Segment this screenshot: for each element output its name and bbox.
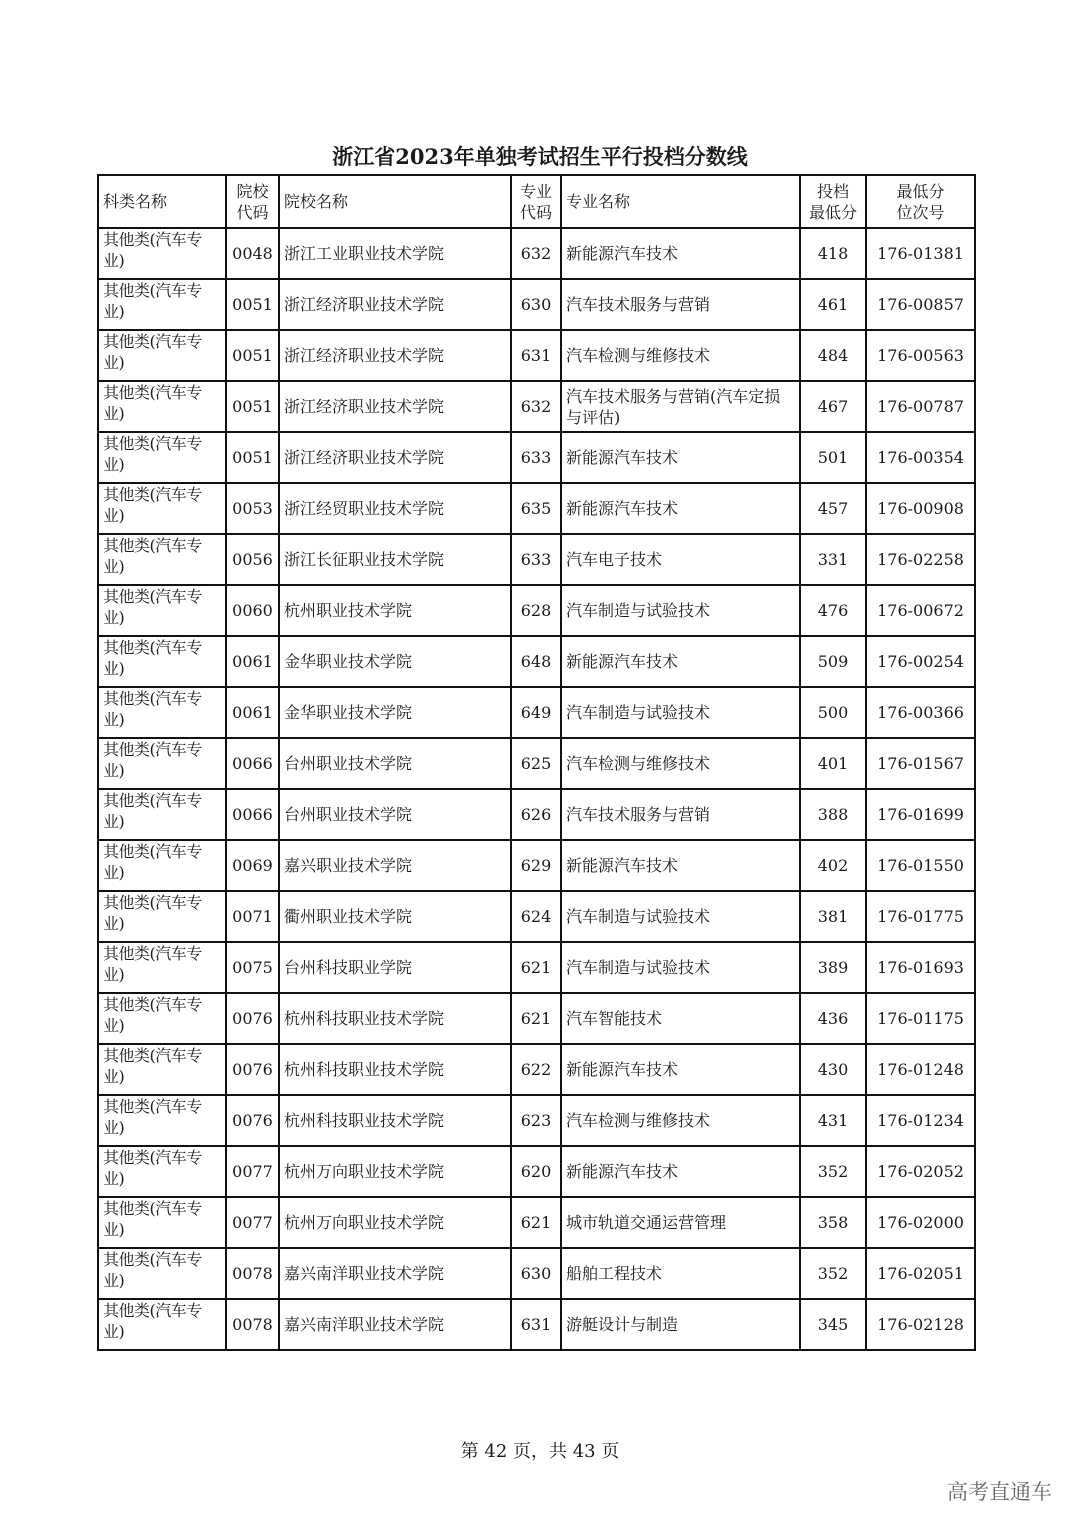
cell-major-name: 汽车制造与试验技术 (561, 942, 800, 993)
cell-min-score: 418 (800, 228, 866, 279)
cell-major-code: 630 (511, 279, 561, 330)
cell-school-name: 嘉兴南洋职业技术学院 (279, 1299, 511, 1350)
cell-min-score: 388 (800, 789, 866, 840)
cell-major-code: 621 (511, 1197, 561, 1248)
cell-school-code: 0051 (226, 279, 279, 330)
cell-school-code: 0061 (226, 687, 279, 738)
header-line: 院校 (236, 181, 269, 201)
cell-major-code: 623 (511, 1095, 561, 1146)
cell-rank: 176-01550 (866, 840, 975, 891)
cell-rank: 176-02000 (866, 1197, 975, 1248)
table-row (98, 1299, 975, 1350)
cell-min-score: 358 (800, 1197, 866, 1248)
table-row (98, 1146, 975, 1197)
cell-category: 其他类(汽车专业) (98, 381, 226, 432)
cell-major-code: 626 (511, 789, 561, 840)
cell-school-name: 杭州万向职业技术学院 (279, 1146, 511, 1197)
cell-school-name: 浙江工业职业技术学院 (279, 228, 511, 279)
cell-school-code: 0071 (226, 891, 279, 942)
cell-school-name: 杭州职业技术学院 (279, 585, 511, 636)
header-line: 专业名称 (566, 192, 631, 211)
cell-major-name: 城市轨道交通运营管理 (561, 1197, 800, 1248)
table-row (98, 534, 975, 585)
cell-major-name: 新能源汽车技术 (561, 636, 800, 687)
cell-rank: 176-01381 (866, 228, 975, 279)
cell-category: 其他类(汽车专业) (98, 942, 226, 993)
cell-major-name: 新能源汽车技术 (561, 1044, 800, 1095)
cell-major-name: 汽车检测与维修技术 (561, 738, 800, 789)
cell-rank: 176-01175 (866, 993, 975, 1044)
cell-category: 其他类(汽车专业) (98, 789, 226, 840)
cell-category: 其他类(汽车专业) (98, 993, 226, 1044)
cell-category: 其他类(汽车专业) (98, 534, 226, 585)
cell-school-name: 嘉兴职业技术学院 (279, 840, 511, 891)
cell-school-code: 0077 (226, 1146, 279, 1197)
cell-rank: 176-01699 (866, 789, 975, 840)
table-row (98, 330, 975, 381)
cell-min-score: 467 (800, 381, 866, 432)
cell-school-code: 0051 (226, 381, 279, 432)
cell-rank: 176-00254 (866, 636, 975, 687)
cell-major-name: 船舶工程技术 (561, 1248, 800, 1299)
cell-major-name: 新能源汽车技术 (561, 432, 800, 483)
cell-major-code: 624 (511, 891, 561, 942)
cell-major-name: 汽车智能技术 (561, 993, 800, 1044)
header-line: 科类名称 (103, 192, 168, 211)
cell-major-name: 汽车制造与试验技术 (561, 585, 800, 636)
cell-category: 其他类(汽车专业) (98, 1299, 226, 1350)
cell-min-score: 461 (800, 279, 866, 330)
table-body (98, 228, 975, 1350)
cell-school-code: 0060 (226, 585, 279, 636)
header-school-code (226, 175, 279, 228)
cell-major-name: 新能源汽车技术 (561, 228, 800, 279)
cell-school-code: 0078 (226, 1299, 279, 1350)
cell-rank: 176-00787 (866, 381, 975, 432)
cell-rank: 176-02051 (866, 1248, 975, 1299)
header-line: 位次号 (896, 202, 945, 222)
cell-rank: 176-01248 (866, 1044, 975, 1095)
cell-rank: 176-00672 (866, 585, 975, 636)
cell-min-score: 352 (800, 1146, 866, 1197)
header-school-name (279, 175, 511, 228)
cell-min-score: 389 (800, 942, 866, 993)
table-row (98, 381, 975, 432)
cell-category: 其他类(汽车专业) (98, 585, 226, 636)
table-row (98, 891, 975, 942)
table-row (98, 228, 975, 279)
cell-school-code: 0053 (226, 483, 279, 534)
cell-rank: 176-00366 (866, 687, 975, 738)
header-line: 专业 (519, 181, 552, 201)
cell-major-name: 汽车电子技术 (561, 534, 800, 585)
cell-school-name: 浙江经济职业技术学院 (279, 330, 511, 381)
cell-major-code: 648 (511, 636, 561, 687)
cell-major-code: 632 (511, 381, 561, 432)
cell-major-name: 汽车技术服务与营销(汽车定损与评估) (561, 381, 800, 432)
cell-school-code: 0076 (226, 993, 279, 1044)
cell-min-score: 484 (800, 330, 866, 381)
cell-category: 其他类(汽车专业) (98, 1095, 226, 1146)
cell-school-name: 杭州万向职业技术学院 (279, 1197, 511, 1248)
cell-rank: 176-00354 (866, 432, 975, 483)
cell-category: 其他类(汽车专业) (98, 840, 226, 891)
cell-major-code: 633 (511, 432, 561, 483)
cell-major-code: 633 (511, 534, 561, 585)
cell-school-name: 杭州科技职业技术学院 (279, 1095, 511, 1146)
cell-school-code: 0078 (226, 1248, 279, 1299)
cell-school-code: 0066 (226, 789, 279, 840)
cell-major-code: 622 (511, 1044, 561, 1095)
cell-major-code: 625 (511, 738, 561, 789)
cell-major-code: 631 (511, 1299, 561, 1350)
header-line: 代码 (519, 202, 552, 222)
table-row (98, 1197, 975, 1248)
cell-school-name: 台州职业技术学院 (279, 789, 511, 840)
cell-school-code: 0076 (226, 1044, 279, 1095)
table-row (98, 585, 975, 636)
cell-min-score: 402 (800, 840, 866, 891)
cell-min-score: 430 (800, 1044, 866, 1095)
cell-major-name: 汽车技术服务与营销 (561, 789, 800, 840)
table-row (98, 636, 975, 687)
cell-min-score: 352 (800, 1248, 866, 1299)
cell-category: 其他类(汽车专业) (98, 432, 226, 483)
cell-rank: 176-01234 (866, 1095, 975, 1146)
table-row (98, 687, 975, 738)
cell-major-code: 621 (511, 942, 561, 993)
table-header-row (98, 175, 975, 228)
table-row (98, 1095, 975, 1146)
cell-school-name: 杭州科技职业技术学院 (279, 993, 511, 1044)
cell-category: 其他类(汽车专业) (98, 891, 226, 942)
cell-school-code: 0051 (226, 330, 279, 381)
cell-rank: 176-00857 (866, 279, 975, 330)
table-row (98, 432, 975, 483)
cell-min-score: 381 (800, 891, 866, 942)
page-number: 第 42 页，共 43 页 (460, 1441, 620, 1462)
cell-major-code: 621 (511, 993, 561, 1044)
cell-category: 其他类(汽车专业) (98, 1197, 226, 1248)
cell-school-name: 台州职业技术学院 (279, 738, 511, 789)
cell-major-name: 汽车制造与试验技术 (561, 891, 800, 942)
cell-min-score: 501 (800, 432, 866, 483)
header-major-name (561, 175, 800, 228)
cell-school-name: 嘉兴南洋职业技术学院 (279, 1248, 511, 1299)
cell-major-name: 新能源汽车技术 (561, 1146, 800, 1197)
cell-category: 其他类(汽车专业) (98, 228, 226, 279)
cell-major-name: 汽车制造与试验技术 (561, 687, 800, 738)
cell-school-name: 台州科技职业学院 (279, 942, 511, 993)
cell-rank: 176-00563 (866, 330, 975, 381)
cell-major-name: 汽车技术服务与营销 (561, 279, 800, 330)
cell-min-score: 401 (800, 738, 866, 789)
cell-school-name: 浙江经贸职业技术学院 (279, 483, 511, 534)
cell-rank: 176-01693 (866, 942, 975, 993)
cell-min-score: 476 (800, 585, 866, 636)
cell-major-name: 新能源汽车技术 (561, 483, 800, 534)
cell-rank: 176-02052 (866, 1146, 975, 1197)
cell-category: 其他类(汽车专业) (98, 636, 226, 687)
table-row (98, 789, 975, 840)
cell-major-code: 629 (511, 840, 561, 891)
score-table (97, 174, 976, 1351)
cell-major-code: 620 (511, 1146, 561, 1197)
cell-school-name: 浙江经济职业技术学院 (279, 432, 511, 483)
cell-min-score: 509 (800, 636, 866, 687)
header-line: 最低分 (896, 181, 945, 201)
document-title: 浙江省2023年单独考试招生平行投档分数线 (332, 144, 748, 169)
table-row (98, 1044, 975, 1095)
cell-category: 其他类(汽车专业) (98, 1248, 226, 1299)
cell-school-name: 浙江经济职业技术学院 (279, 381, 511, 432)
cell-school-name: 金华职业技术学院 (279, 636, 511, 687)
header-line: 院校名称 (284, 192, 349, 211)
cell-major-code: 632 (511, 228, 561, 279)
cell-category: 其他类(汽车专业) (98, 330, 226, 381)
cell-school-code: 0061 (226, 636, 279, 687)
table-row (98, 993, 975, 1044)
cell-min-score: 500 (800, 687, 866, 738)
cell-rank: 176-01775 (866, 891, 975, 942)
cell-major-code: 630 (511, 1248, 561, 1299)
cell-major-code: 635 (511, 483, 561, 534)
header-category (98, 175, 226, 228)
cell-rank: 176-02258 (866, 534, 975, 585)
table-row (98, 483, 975, 534)
cell-school-code: 0056 (226, 534, 279, 585)
cell-school-code: 0051 (226, 432, 279, 483)
cell-min-score: 345 (800, 1299, 866, 1350)
table-row (98, 942, 975, 993)
cell-school-name: 浙江长征职业技术学院 (279, 534, 511, 585)
cell-category: 其他类(汽车专业) (98, 483, 226, 534)
cell-school-name: 浙江经济职业技术学院 (279, 279, 511, 330)
cell-school-code: 0066 (226, 738, 279, 789)
cell-major-code: 631 (511, 330, 561, 381)
cell-category: 其他类(汽车专业) (98, 1044, 226, 1095)
cell-school-code: 0076 (226, 1095, 279, 1146)
cell-major-name: 汽车检测与维修技术 (561, 1095, 800, 1146)
table-row (98, 279, 975, 330)
header-rank (866, 175, 975, 228)
cell-category: 其他类(汽车专业) (98, 1146, 226, 1197)
header-min-score (800, 175, 866, 228)
cell-school-code: 0077 (226, 1197, 279, 1248)
cell-major-name: 汽车检测与维修技术 (561, 330, 800, 381)
cell-min-score: 436 (800, 993, 866, 1044)
cell-school-name: 金华职业技术学院 (279, 687, 511, 738)
header-major-code (511, 175, 561, 228)
cell-major-name: 游艇设计与制造 (561, 1299, 800, 1350)
header-line: 投档 (816, 181, 849, 201)
cell-category: 其他类(汽车专业) (98, 279, 226, 330)
header-line: 代码 (236, 202, 269, 222)
header-line: 最低分 (808, 202, 857, 222)
cell-school-code: 0069 (226, 840, 279, 891)
cell-rank: 176-02128 (866, 1299, 975, 1350)
cell-rank: 176-00908 (866, 483, 975, 534)
cell-school-code: 0048 (226, 228, 279, 279)
cell-rank: 176-01567 (866, 738, 975, 789)
cell-min-score: 331 (800, 534, 866, 585)
cell-category: 其他类(汽车专业) (98, 687, 226, 738)
table-row (98, 840, 975, 891)
cell-major-code: 628 (511, 585, 561, 636)
cell-school-code: 0075 (226, 942, 279, 993)
cell-major-name: 新能源汽车技术 (561, 840, 800, 891)
cell-category: 其他类(汽车专业) (98, 738, 226, 789)
cell-major-code: 649 (511, 687, 561, 738)
cell-school-name: 衢州职业技术学院 (279, 891, 511, 942)
cell-min-score: 457 (800, 483, 866, 534)
cell-school-name: 杭州科技职业技术学院 (279, 1044, 511, 1095)
watermark: 高考直通车 (947, 1480, 1052, 1504)
cell-min-score: 431 (800, 1095, 866, 1146)
table-row (98, 738, 975, 789)
table-row (98, 1248, 975, 1299)
